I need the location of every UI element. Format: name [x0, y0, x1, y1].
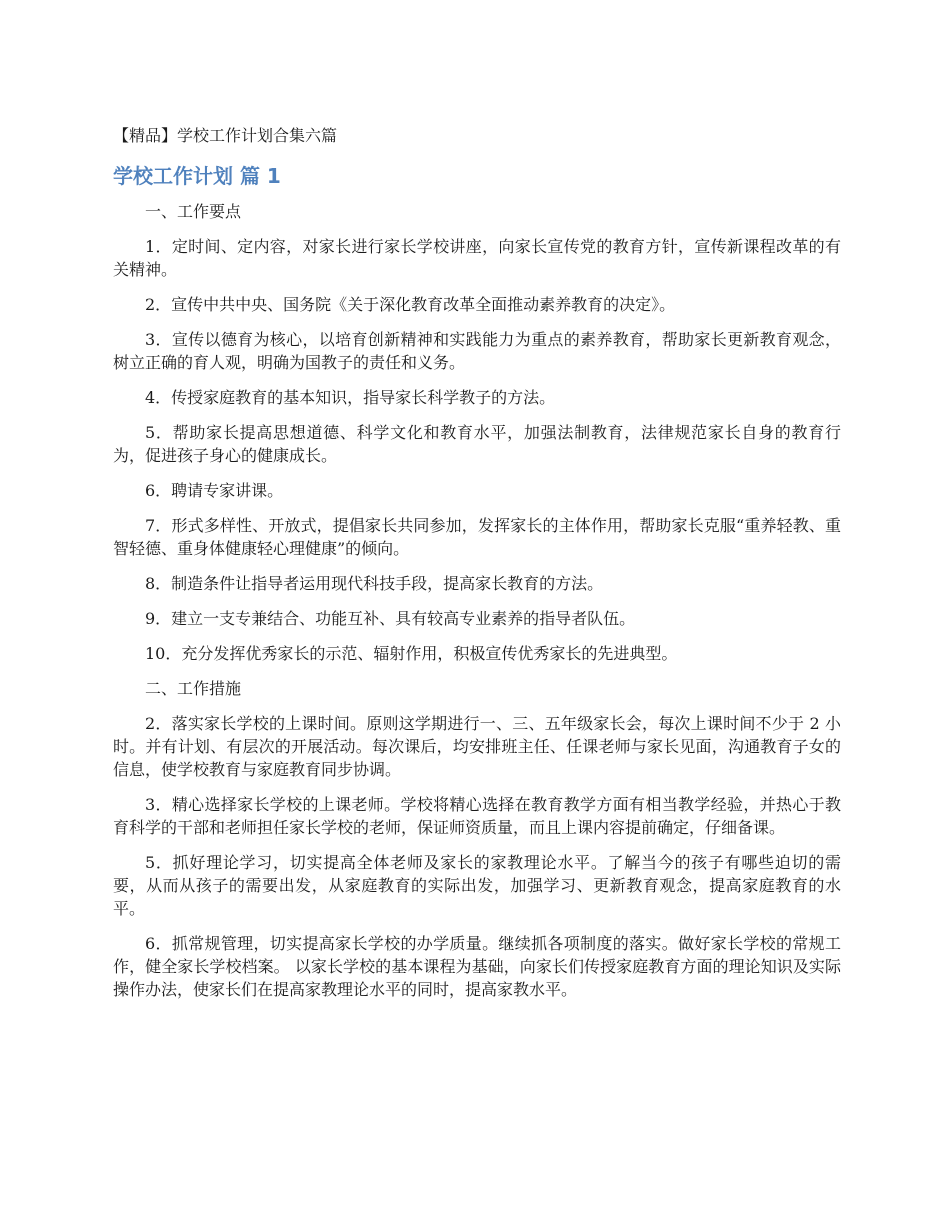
paragraph: 2．宣传中共中央、国务院《关于深化教育改革全面推动素养教育的决定》。 [145, 295, 676, 314]
paragraph: 3．宣传以德育为核心，以培育创新精神和实践能力为重点的素养教育，帮助家长更新教育观念，树立正确的育人观，明确为国教子的责任和义务。 [113, 330, 841, 372]
paragraph-list [113, 200, 841, 1001]
paragraph: 7．形式多样性、开放式，提倡家长共同参加，发挥家长的主体作用，帮助家长克服“重养轻教、重智轻德、重身体健康轻心理健康”的倾向。 [113, 516, 841, 558]
document-content [113, 124, 841, 1013]
paragraph: 一、工作要点 [145, 202, 242, 221]
paragraph: 8．制造条件让指导者运用现代科技手段，提高家长教育的方法。 [145, 574, 604, 593]
paragraph: 二、工作措施 [145, 679, 242, 698]
section-heading: 学校工作计划 篇 1 [113, 164, 281, 188]
paragraph: 10．充分发挥优秀家长的示范、辐射作用，积极宣传优秀家长的先进典型。 [145, 644, 678, 663]
paragraph: 4．传授家庭教育的基本知识，指导家长科学教子的方法。 [145, 388, 556, 407]
paragraph: 6．聘请专家讲课。 [145, 481, 284, 500]
document-title: 【精品】学校工作计划合集六篇 [113, 126, 338, 145]
paragraph: 1．定时间、定内容，对家长进行家长学校讲座，向家长宣传党的教育方针，宣传新课程改革的有关精神。 [113, 237, 841, 279]
paragraph: 5．抓好理论学习，切实提高全体老师及家长的家教理论水平。了解当今的孩子有哪些迫切的需要，从而从孩子的需要出发，从家庭教育的实际出发，加强学习、更新教育观念，提高家庭教育的水平。 [113, 853, 841, 918]
paragraph: 3．精心选择家长学校的上课老师。学校将精心选择在教育教学方面有相当教学经验，并热心于教育科学的干部和老师担任家长学校的老师，保证师资质量，而且上课内容提前确定，仔细备课。 [113, 795, 841, 837]
paragraph: 2．落实家长学校的上课时间。原则这学期进行一、三、五年级家长会，每次上课时间不少于 2 小时。并有计划、有层次的开展活动。每次课后，均安排班主任、任课老师与家长见面，沟通教育子女的信息，使学校教育与家庭教育同步协调。 [113, 714, 841, 779]
paragraph: 6．抓常规管理，切实提高家长学校的办学质量。继续抓各项制度的落实。做好家长学校的常规工作，健全家长学校档案。 以家长学校的基本课程为基础，向家长们传授家庭教育方面的理论知识及实际操作办法，使家长们在提高家教理论水平的同时，提高家教水平。 [113, 934, 841, 999]
paragraph: 9．建立一支专兼结合、功能互补、具有较高专业素养的指导者队伍。 [145, 609, 636, 628]
paragraph: 5．帮助家长提高思想道德、科学文化和教育水平，加强法制教育，法律规范家长自身的教育行为，促进孩子身心的健康成长。 [113, 423, 841, 465]
